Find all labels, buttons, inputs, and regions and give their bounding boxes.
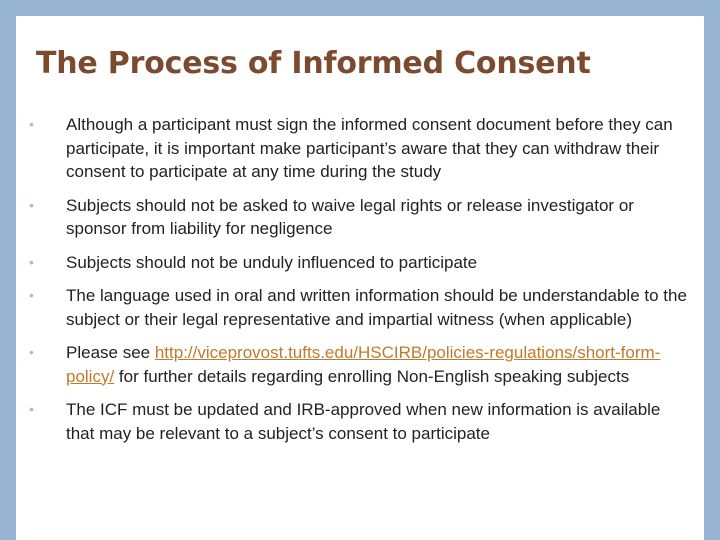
bullet-marker-icon: • <box>29 344 34 360</box>
bullet-marker-icon: • <box>29 196 34 213</box>
bullet-item <box>16 113 704 184</box>
bullet-item <box>16 251 704 275</box>
slide-title: The Process of Informed Consent <box>36 46 591 81</box>
bullet-text: The language used in oral and written information should be understandable to the subject or their legal representative and impartial witness (when applicable) <box>66 286 687 329</box>
bullet-text: Although a participant must sign the informed consent document before they can participate, it is important make participant’s aware that they can withdraw their consent to participate at any time during the study <box>66 115 673 181</box>
bullet-marker-icon: • <box>29 253 34 270</box>
short-form-policy-link[interactable]: http://viceprovost.tufts.edu/HSCIRB/policies-regulations/short-form-policy/ <box>66 343 661 386</box>
bullet-item <box>16 341 704 388</box>
bullet-text-after-link: for further details regarding enrolling Non-English speaking subjects <box>114 366 630 386</box>
bullet-marker-icon: • <box>29 287 34 303</box>
bullet-marker-icon: • <box>29 401 34 417</box>
bullet-item <box>16 398 704 445</box>
bullet-text: Subjects should not be unduly influenced to participate <box>66 252 478 272</box>
slide <box>16 16 704 540</box>
bullet-text-before-link: Please see <box>66 343 155 362</box>
bullet-item <box>16 194 704 241</box>
bullet-marker-icon: • <box>29 116 34 132</box>
bullet-item <box>16 284 704 331</box>
bullet-list <box>16 113 704 455</box>
bullet-text: Subjects should not be asked to waive legal rights or release investigator or sponsor from liability for negligence <box>66 195 634 238</box>
bullet-text: The ICF must be updated and IRB-approved when new information is available that may be relevant to a subject’s consent to participate <box>66 400 661 443</box>
